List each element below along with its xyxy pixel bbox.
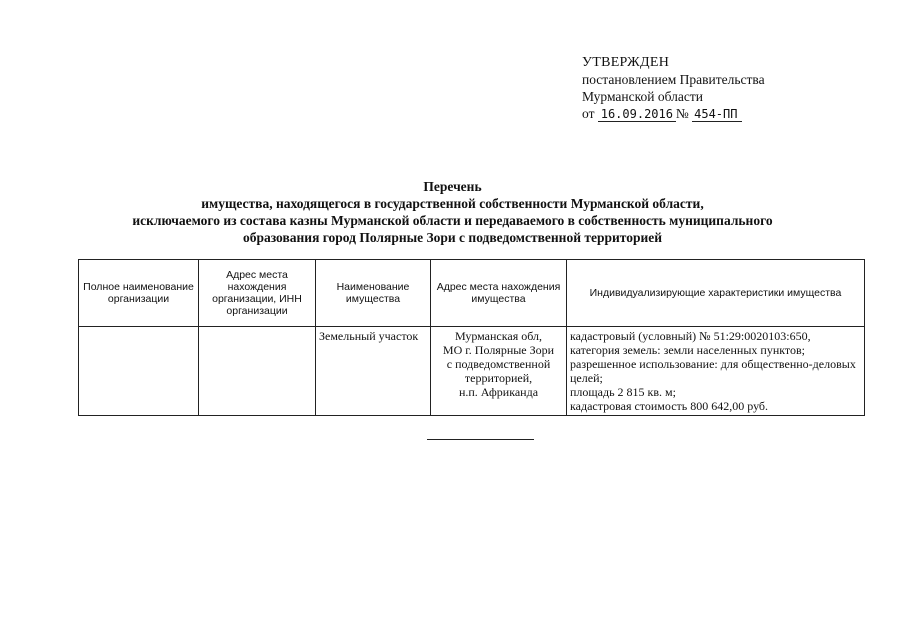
characteristic-line: кадастровый (условный) № 51:29:0020103:650, — [570, 329, 811, 343]
address-line: МО г. Полярные Зори — [442, 343, 555, 357]
approval-heading: УТВЕРЖДЕН — [582, 55, 670, 70]
table-header-row — [79, 260, 865, 327]
characteristic-line: кадастровая стоимость 800 642,00 руб. — [570, 399, 769, 413]
cell-org-address — [199, 327, 316, 416]
header-property-name: Наименование имущества — [316, 260, 431, 327]
approval-block — [582, 54, 765, 122]
header-org-name: Полное наименование организации — [79, 260, 199, 327]
address-line: территорией, — [464, 371, 533, 385]
cell-characteristics — [567, 327, 865, 416]
document-title — [60, 178, 845, 246]
address-line: н.п. Африканда — [458, 385, 539, 399]
title-line-4: образования город Полярные Зори с подведомственной территорией — [242, 230, 663, 245]
cell-property-address — [431, 327, 567, 416]
closing-separator-line — [427, 439, 534, 440]
approval-date-line — [582, 105, 765, 122]
title-line-1: Перечень — [423, 179, 482, 194]
approval-date: 16.09.2016 — [598, 108, 676, 122]
address-line: Мурманская обл, — [454, 329, 543, 343]
approval-line-2: Мурманской области — [582, 89, 703, 104]
characteristic-line: разрешенное использование: для общественно-деловых целей; — [570, 357, 856, 385]
header-property-address: Адрес места нахождения имущества — [431, 260, 567, 327]
property-table — [78, 259, 865, 416]
characteristic-line: категория земель: земли населенных пунктов; — [570, 343, 806, 357]
header-characteristics: Индивидуализирующие характеристики имущества — [567, 260, 865, 327]
characteristic-line: площадь 2 815 кв. м; — [570, 385, 676, 399]
number-label: № — [675, 106, 689, 121]
from-label: от — [582, 106, 595, 121]
approval-number: 454-ПП — [692, 108, 742, 122]
title-line-2: имущества, находящегося в государственной собственности Мурманской области, — [201, 196, 704, 211]
cell-org-name — [79, 327, 199, 416]
title-line-3: исключаемого из состава казны Мурманской области и передаваемого в собственность муниципального — [132, 213, 773, 228]
cell-property-name: Земельный участок — [316, 327, 431, 416]
table-row — [79, 327, 865, 416]
approval-line-1: постановлением Правительства — [582, 72, 765, 87]
address-line: с подведомственной — [446, 357, 551, 371]
header-org-address: Адрес места нахождения организации, ИНН организации — [199, 260, 316, 327]
